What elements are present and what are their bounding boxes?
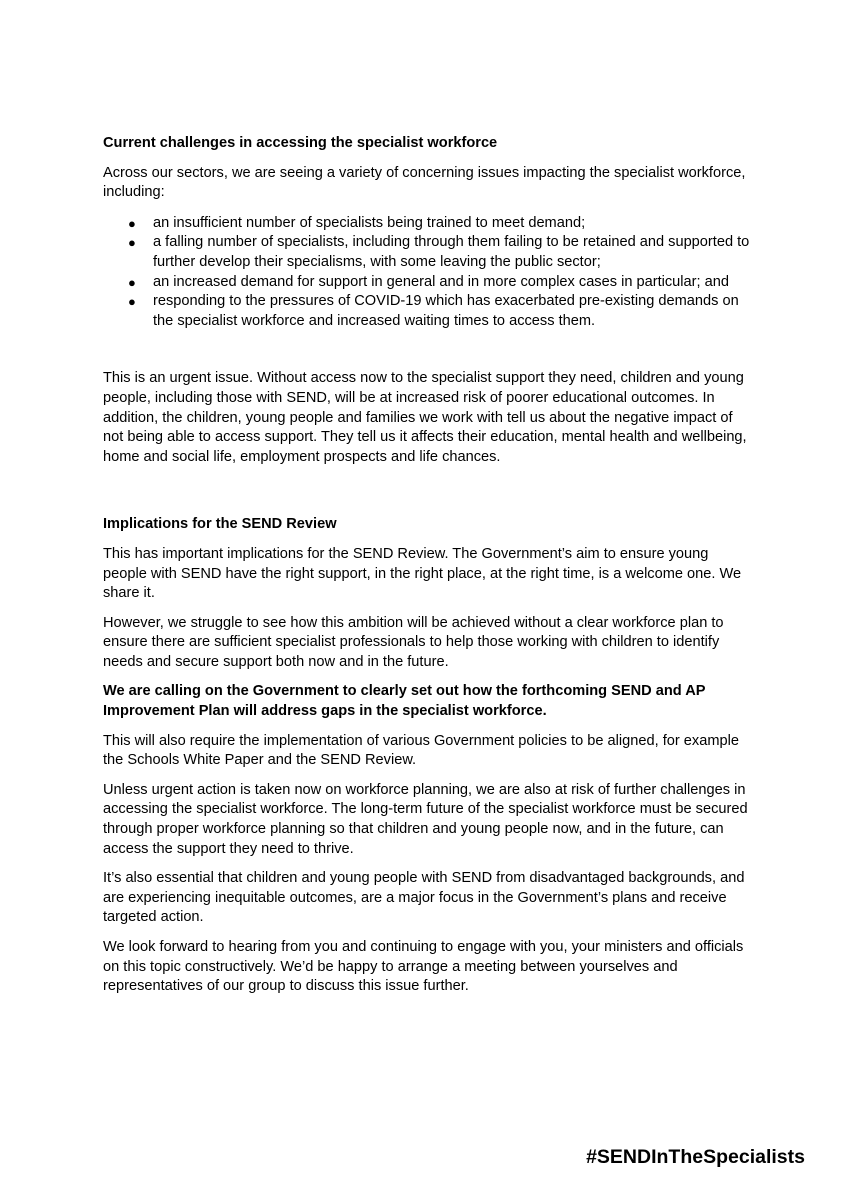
urgent-issue-paragraph: This is an urgent issue. Without access now to the specialist support they need, children and young people, including those with SEND, will be at increased risk of poorer educational outcomes. In addition, the children, young people and families we work with tell us about the negative impact of not being able to access support. They tell us it affects their education, mental health and wellbeing, home and social life, employment prospects and life chances.: [103, 370, 747, 465]
section-heading-implications: Implications for the SEND Review: [103, 516, 337, 533]
paragraph: However, we struggle to see how this ambition will be achieved without a clear workforce plan to ensure there are sufficient specialist professionals to help those working with children to identify needs and secure support both now and in the future.: [103, 614, 724, 670]
paragraph: This has important implications for the SEND Review. The Government’s aim to ensure young people with SEND have the right support, in the right place, at the right time, is a welcome one. We share it.: [103, 545, 742, 602]
paragraph: This will also require the implementation of various Government policies to be aligned, for example the Schools White Paper and the SEND Review.: [103, 732, 739, 769]
list-item: [103, 233, 753, 272]
paragraph: It’s also essential that children and young people with SEND from disadvantaged backgrounds, and are experiencing inequitable outcomes, are a major focus in the Government’s plans and receive targeted action.: [103, 870, 745, 926]
list-item: [103, 273, 753, 293]
bullet-icon: ●: [128, 215, 136, 231]
bullet-icon: ●: [128, 294, 136, 310]
bullet-icon: ●: [128, 274, 136, 290]
campaign-hashtag: #SENDInTheSpecialists: [586, 1146, 805, 1168]
call-to-action: We are calling on the Government to clearly set out how the forthcoming SEND and AP Improvement Plan will address gaps in the specialist workforce.: [103, 683, 706, 720]
bullet-icon: ●: [128, 235, 136, 251]
section-heading-challenges: Current challenges in accessing the specialist workforce: [103, 135, 498, 151]
challenges-intro: Across our sectors, we are seeing a variety of concerning issues impacting the specialist workforce, including:: [103, 164, 746, 201]
list-item: [103, 292, 753, 331]
challenges-list: [103, 214, 753, 332]
letter-body: [103, 134, 753, 997]
list-item: [103, 214, 753, 234]
list-item-text: responding to the pressures of COVID-19 which has exacerbated pre-existing demands on the specialist workforce and increased waiting times to access them.: [153, 293, 739, 329]
list-item-text: an increased demand for support in general and in more complex cases in particular; and: [153, 273, 729, 290]
closing-paragraph: We look forward to hearing from you and continuing to engage with you, your ministers and officials on this topic constructively. We’d be happy to arrange a meeting between yourselves and representatives of our group to discuss this issue further.: [103, 939, 744, 995]
paragraph: Unless urgent action is taken now on workforce planning, we are also at risk of further challenges in accessing the specialist workforce. The long-term future of the specialist workforce must be secured through proper workforce planning so that children and young people now, and in the future, can access the support they need to thrive.: [103, 781, 748, 857]
list-item-text: an insufficient number of specialists being trained to meet demand;: [153, 214, 586, 231]
list-item-text: a falling number of specialists, including through them failing to be retained and supported to further develop their specialisms, with some leaving the public sector;: [153, 234, 750, 270]
